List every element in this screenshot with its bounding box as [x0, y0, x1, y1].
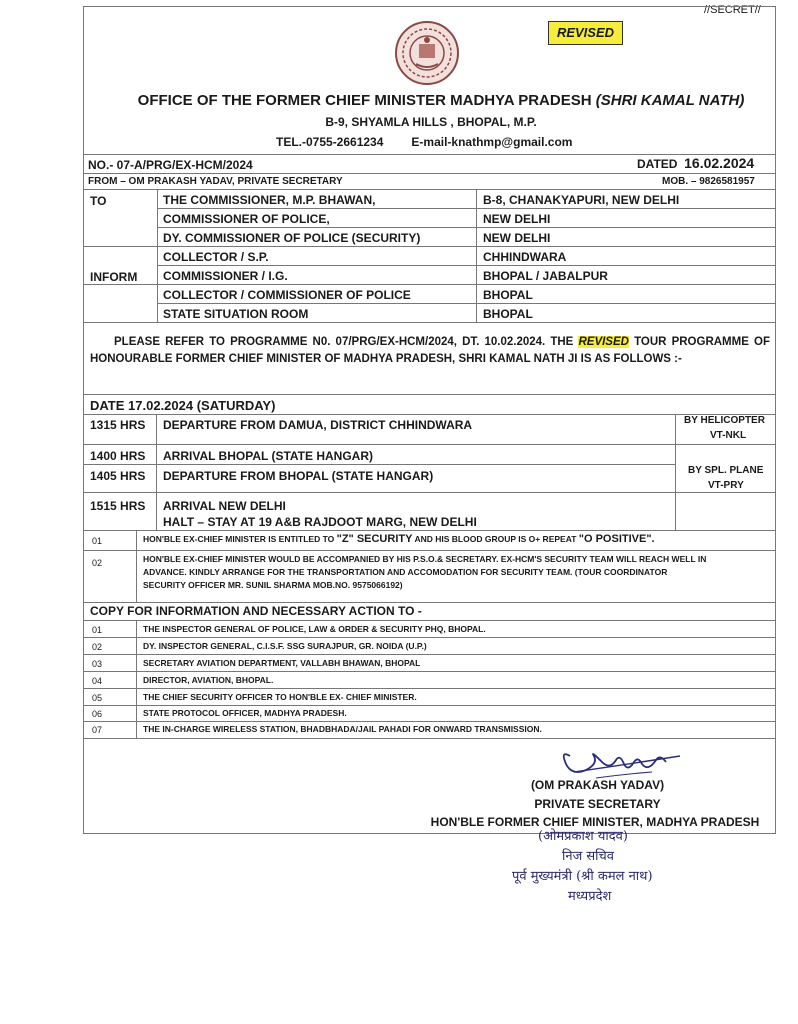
dated-field: DATED 16.02.2024 — [637, 155, 755, 171]
recipient-name: STATE SITUATION ROOM — [163, 307, 309, 321]
recipient-name: COMMISSIONER / I.G. — [163, 269, 288, 283]
schedule-event: DEPARTURE FROM DAMUA, DISTRICT CHHINDWARA — [163, 418, 473, 432]
office-heading: OFFICE OF THE FORMER CHIEF MINISTER MADHYA PRADESH (SHRI KAMAL NATH) — [137, 92, 745, 109]
office-address: B-9, SHYAMLA HILLS , BHOPAL, M.P. — [325, 115, 537, 129]
stamp-designation: निज सचिव — [562, 849, 614, 864]
office-name: (SHRI KAMAL NATH) — [595, 92, 745, 109]
note-security: HON'BLE EX-CHIEF MINISTER IS ENTITLED TO "Z" SECURITY AND HIS BLOOD GROUP IS O+ REPEAT "O POSITIVE". — [143, 533, 655, 545]
schedule-time: 1315 HRS — [90, 418, 146, 432]
recipient-name: COMMISSIONER OF POLICE, — [163, 212, 330, 226]
classification-label: //SECRET// — [704, 4, 761, 16]
recipient-place: B-8, CHANAKYAPURI, NEW DELHI — [483, 193, 680, 207]
copy-recipient: THE CHIEF SECURITY OFFICER TO HON'BLE EX- CHIEF MINISTER. — [143, 692, 417, 702]
copy-number: 07 — [92, 725, 103, 735]
schedule-event-halt: HALT – STAY AT 19 A&B RAJDOOT MARG, NEW DELHI — [163, 515, 477, 529]
schedule-event: DEPARTURE FROM BHOPAL (STATE HANGAR) — [163, 469, 434, 483]
schedule-event: ARRIVAL NEW DELHI — [163, 499, 286, 513]
copy-number: 05 — [92, 693, 103, 703]
schedule-time: 1405 HRS — [90, 469, 146, 483]
reference-paragraph: PLEASE REFER TO PROGRAMME N0. 07/PRG/EX-HCM/2024, DT. 10.02.2024. THE REVISED TOUR PROGRAMME OF HONOURABLE FORMER CHIEF MINISTER OF MADHYA PRADESH, SHRI KAMAL NATH JI IS AS FOLLOWS :- — [90, 336, 770, 365]
stamp-state: मध्यप्रदेश — [568, 889, 612, 904]
telephone: TEL.-0755-2661234 — [276, 135, 384, 149]
recipient-place: NEW DELHI — [483, 231, 551, 245]
recipient-place: BHOPAL / JABALPUR — [483, 269, 608, 283]
recipient-name: DY. COMMISSIONER OF POLICE (SECURITY) — [163, 231, 421, 245]
note-accompaniment: HON'BLE EX-CHIEF MINISTER WOULD BE ACCOMPANIED BY HIS P.S.O.& SECRETARY. EX-HCM'S SECURITY TEAM WILL REACH WELL IN ADVANCE. KINDLY ARRANGE FOR THE TRANSPORTATION AND ACCOMODATION FOR SECURITY TEAM. (TOUR COORDINATOR SECURITY OFFICER MR. SUNIL SHARMA MOB.NO. 9575066192) — [143, 554, 707, 590]
copy-number: 04 — [92, 676, 103, 686]
email: E-mail-knathmp@gmail.com — [411, 135, 573, 149]
recipient-place: BHOPAL — [483, 288, 533, 302]
aircraft-id: VT-PRY — [708, 480, 744, 491]
recipient-name: COLLECTOR / COMMISSIONER OF POLICE — [163, 288, 411, 302]
transport-mode: BY SPL. PLANE — [688, 465, 764, 476]
schedule-time: 1515 HRS — [90, 499, 146, 513]
note-number: 01 — [92, 536, 103, 546]
schedule-time: 1400 HRS — [90, 449, 146, 463]
inform-label: INFORM — [90, 270, 138, 284]
copy-number: 03 — [92, 659, 103, 669]
recipient-place: CHHINDWARA — [483, 250, 567, 264]
copy-recipient: THE INSPECTOR GENERAL OF POLICE, LAW & ORDER & SECURITY PHQ, BHOPAL. — [143, 624, 486, 634]
signatory-designation: PRIVATE SECRETARY — [534, 797, 661, 811]
to-label: TO — [90, 194, 107, 208]
signatory-office: HON'BLE FORMER CHIEF MINISTER, MADHYA PRADESH — [430, 815, 760, 829]
recipient-place: NEW DELHI — [483, 212, 551, 226]
copy-recipient: THE IN-CHARGE WIRELESS STATION, BHADBHADA/JAIL PAHADI FOR ONWARD TRANSMISSION. — [143, 724, 542, 734]
copy-recipient: SECRETARY AVIATION DEPARTMENT, VALLABH BHAWAN, BHOPAL — [143, 658, 421, 668]
aircraft-id: VT-NKL — [710, 430, 747, 441]
transport-mode: BY HELICOPTER — [684, 415, 765, 426]
from-line: FROM – OM PRAKASH YADAV, PRIVATE SECRETARY — [88, 176, 343, 187]
state-emblem-seal — [394, 20, 460, 86]
recipient-place: BHOPAL — [483, 307, 533, 321]
copy-number: 02 — [92, 642, 103, 652]
recipient-name: THE COMMISSIONER, M.P. BHAWAN, — [163, 193, 376, 207]
reference-number: NO.- 07-A/PRG/EX-HCM/2024 — [88, 158, 253, 172]
stamp-name: (ओमप्रकाश यादव) — [538, 829, 628, 844]
signatory-name: (OM PRAKASH YADAV) — [530, 778, 665, 792]
copy-recipient: STATE PROTOCOL OFFICER, MADHYA PRADESH. — [143, 708, 347, 718]
revised-highlight: REVISED — [578, 336, 629, 348]
contact-line — [276, 135, 600, 149]
stamp-office: पूर्व मुख्यमंत्री (श्री कमल नाथ) — [512, 869, 653, 884]
copy-recipient: DIRECTOR, AVIATION, BHOPAL. — [143, 675, 274, 685]
copy-number: 06 — [92, 709, 103, 719]
recipient-name: COLLECTOR / S.P. — [163, 250, 269, 264]
mobile-number: MOB. – 9826581957 — [662, 176, 755, 187]
copy-heading: COPY FOR INFORMATION AND NECESSARY ACTION TO - — [90, 604, 422, 618]
schedule-event: ARRIVAL BHOPAL (STATE HANGAR) — [163, 449, 373, 463]
copy-recipient: DY. INSPECTOR GENERAL, C.I.S.F. SSG SURAJPUR, GR. NOIDA (U.P.) — [143, 641, 427, 651]
revised-badge: REVISED — [548, 21, 623, 45]
date-line: DATE 17.02.2024 (SATURDAY) — [90, 398, 276, 413]
note-number: 02 — [92, 558, 103, 568]
copy-number: 01 — [92, 625, 103, 635]
